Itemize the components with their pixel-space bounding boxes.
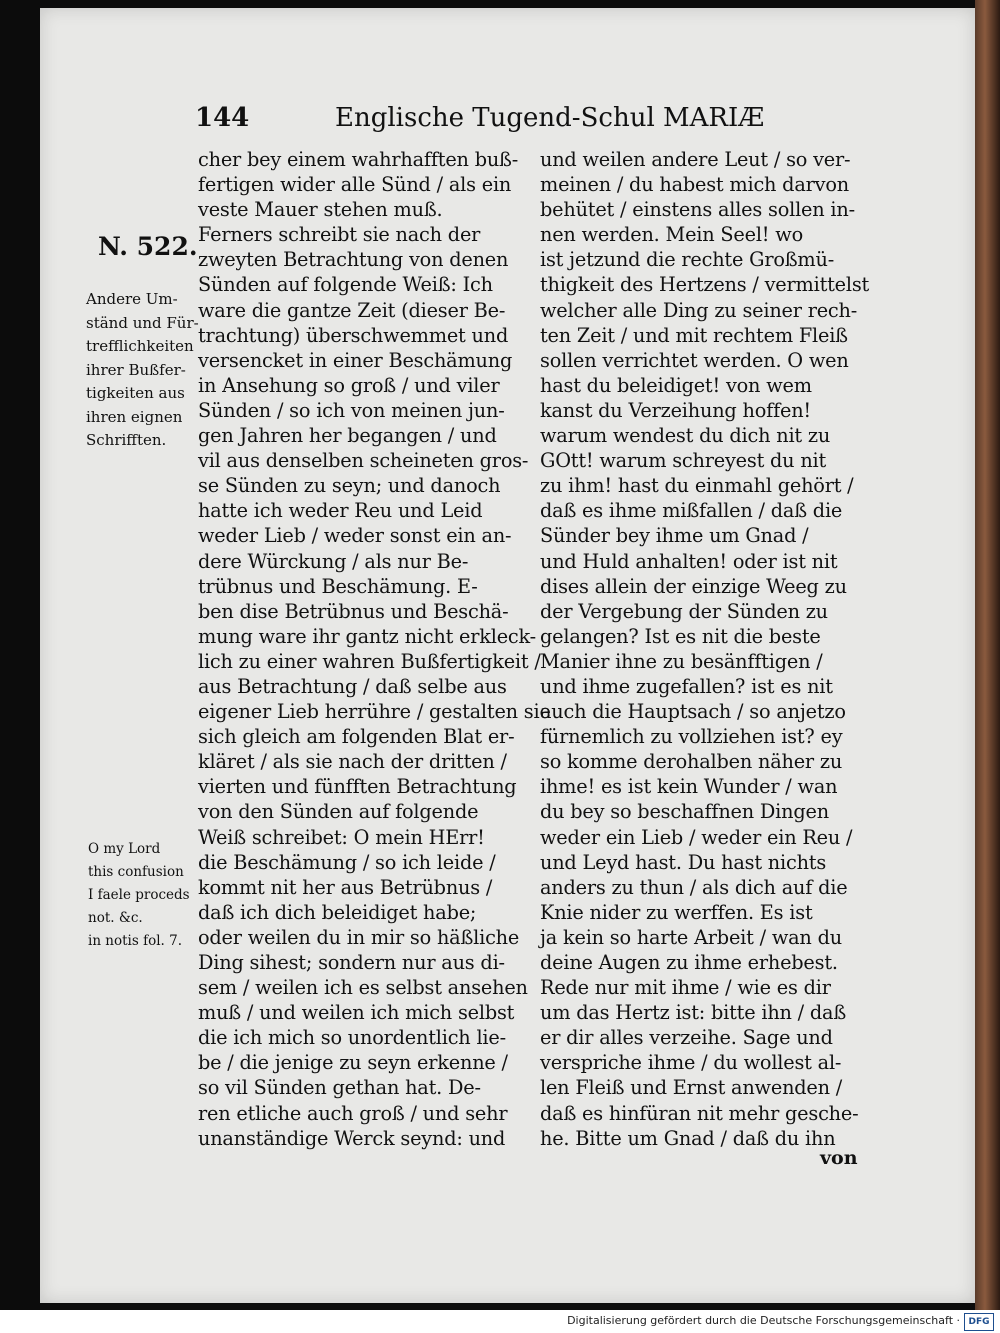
text-line: in Ansehung so groß / und viler [198, 373, 500, 397]
text-line: muß / und weilen ich mich selbst [198, 1001, 515, 1025]
text-line: ja kein so harte Arbeit / wan du [540, 925, 842, 949]
text-line: warum wendest du dich nit zu [540, 424, 831, 448]
margin-note-line: Schrifften. [86, 431, 167, 449]
text-line: Ferners schreibt sie nach der [198, 223, 481, 247]
text-line: kommt nit her aus Betrübnus / [198, 875, 493, 899]
text-line: daß ich dich beleidiget habe; [198, 900, 477, 924]
text-line: len Fleiß und Ernst anwenden / [540, 1076, 843, 1100]
text-line: kanst du Verzeihung hoffen! [540, 398, 811, 422]
text-line: versencket in einer Beschämung [198, 348, 513, 372]
footer-bar [0, 1310, 1000, 1333]
text-line: so komme derohalben näher zu [540, 750, 843, 774]
text-line: auch die Hauptsach / so anjetzo [540, 700, 846, 724]
text-line: dere Würckung / als nur Be- [198, 549, 469, 573]
text-line: kläret / als sie nach der dritten / [198, 750, 507, 774]
text-line: fertigen wider alle Sünd / als ein [198, 173, 512, 197]
text-line: thigkeit des Hertzens / vermittelst [540, 273, 870, 297]
text-line: du bey so beschaffnen Dingen [540, 800, 829, 824]
text-line: trachtung) überschwemmet und [198, 323, 509, 347]
margin-note-line: ständ und Für- [86, 313, 199, 332]
text-line: unanständige Werck seynd: und [198, 1126, 506, 1150]
text-line: zweyten Betrachtung von denen [198, 248, 509, 272]
text-line: daß es ihme mißfallen / daß die [540, 499, 843, 523]
english-note-line: O my Lord [88, 841, 161, 857]
text-line: aus Betrachtung / daß selbe aus [198, 674, 507, 698]
text-line: Ding sihest; sondern nur aus di- [198, 951, 505, 974]
text-column-right [540, 147, 870, 1151]
text-line: mung ware ihr gantz nicht erkleck- [198, 624, 536, 648]
running-title: Englische Tugend-Schul MARIÆ [335, 103, 765, 133]
margin-note-line: ihrer Bußfer- [86, 360, 186, 379]
text-line: ware die gantze Zeit (dieser Be- [198, 298, 506, 322]
text-line: daß es hinfüran nit mehr gesche- [540, 1101, 859, 1125]
text-line: sollen verrichtet werden. O wen [540, 348, 849, 372]
text-line: er dir alles verzeihe. Sage und [540, 1026, 833, 1050]
text-line: dises allein der einzige Weeg zu [540, 574, 847, 598]
text-line: Manier ihne zu besänfftigen / [540, 649, 823, 673]
text-line: behütet / einstens alles sollen in- [540, 198, 855, 222]
text-line: ten Zeit / und mit rechtem Fleiß [540, 323, 848, 347]
text-line: zu ihm! hast du einmahl gehört / [540, 474, 854, 498]
margin-note-line: ihren eignen [86, 407, 183, 426]
margin-note-line: tigkeiten aus [86, 384, 185, 402]
text-line: und ihme zugefallen? ist es nit [540, 674, 833, 698]
text-line: deine Augen zu ihme erhebest. [540, 951, 838, 974]
text-line: hast du beleidiget! von wem [540, 373, 812, 397]
page-number: 144 [195, 103, 250, 133]
text-line: welcher alle Ding zu seiner rech- [540, 298, 858, 322]
running-header [195, 103, 764, 133]
text-line: lich zu einer wahren Bußfertigkeit / [198, 649, 541, 673]
text-line: meinen / du habest mich darvon [540, 173, 849, 197]
text-line: Sünder bey ihme um Gnad / [540, 524, 809, 548]
text-line: GOtt! warum schreyest du nit [540, 449, 827, 473]
text-line: vil aus denselben scheineten gros- [198, 449, 529, 473]
text-line: weder ein Lieb / weder ein Reu / [540, 825, 853, 849]
text-line: nen werden. Mein Seel! wo [540, 223, 803, 247]
english-note-line: this confusion [88, 864, 184, 880]
text-line: der Vergebung der Sünden zu [540, 599, 828, 623]
text-line: be / die jenige zu seyn erkenne / [198, 1051, 508, 1075]
text-line: und weilen andere Leut / so ver- [540, 148, 851, 171]
text-line: ren etliche auch groß / und sehr [198, 1101, 508, 1125]
text-line: oder weilen du in mir so häßliche [198, 925, 520, 949]
text-line: vierten und fünfften Betrachtung [198, 775, 517, 799]
catchword: von [820, 1147, 858, 1169]
text-line: die Beschämung / so ich leide / [198, 850, 496, 874]
text-line: und Huld anhalten! oder ist nit [540, 549, 838, 573]
text-line: trübnus und Beschämung. E- [198, 574, 478, 598]
text-line: verspriche ihme / du wollest al- [540, 1051, 842, 1075]
english-note-line: in notis fol. 7. [88, 933, 182, 949]
text-line: Sünden auf folgende Weiß: Ich [198, 273, 493, 297]
text-line: hatte ich weder Reu und Leid [198, 499, 483, 523]
text-line: veste Mauer stehen muß. [198, 198, 443, 222]
text-line: he. Bitte um Gnad / daß du ihn [540, 1126, 836, 1150]
text-line: Rede nur mit ihme / wie es dir [540, 976, 831, 1000]
english-note-line: not. &c. [88, 910, 143, 926]
text-line: so vil Sünden gethan hat. De- [198, 1076, 481, 1100]
margin-note-line: Andere Um- [86, 290, 178, 308]
text-line: und Leyd hast. Du hast nichts [540, 850, 827, 874]
text-line: Knie nider zu werffen. Es ist [540, 900, 813, 924]
text-line: Sünden / so ich von meinen jun- [198, 398, 505, 422]
text-line: die ich mich so unordentlich lie- [198, 1026, 506, 1050]
text-line: fürnemlich zu vollziehen ist? ey [540, 725, 843, 749]
dfg-logo: DFG [964, 1313, 994, 1331]
text-line: Weiß schreibet: O mein HErr! [198, 825, 485, 849]
english-margin-note [88, 838, 190, 953]
text-line: se Sünden zu seyn; und danoch [198, 474, 501, 498]
text-line: ihme! es ist kein Wunder / wan [540, 775, 838, 799]
text-line: gelangen? Ist es nit die beste [540, 624, 821, 648]
funding-credit: Digitalisierung gefördert durch die Deutsche Forschungsgemeinschaft · [567, 1314, 960, 1327]
text-line: eigener Lieb herrühre / gestalten sie [198, 700, 551, 724]
margin-note [86, 288, 199, 453]
text-line: weder Lieb / weder sonst ein an- [198, 524, 512, 548]
paragraph-number: N. 522. [98, 232, 198, 261]
book-edge [975, 0, 1000, 1310]
english-note-line: I faele proceds [88, 887, 190, 903]
text-line: ist jetzund die rechte Großmü- [540, 248, 835, 272]
text-line: gen Jahren her begangen / und [198, 424, 497, 448]
margin-note-line: trefflichkeiten [86, 337, 194, 355]
text-line: ben dise Betrübnus und Beschä- [198, 599, 509, 623]
text-line: von den Sünden auf folgende [198, 800, 479, 824]
text-column-left [198, 147, 551, 1151]
text-line: sem / weilen ich es selbst ansehen [198, 976, 528, 1000]
text-line: sich gleich am folgenden Blat er- [198, 725, 515, 749]
text-line: anders zu thun / als dich auf die [540, 875, 848, 899]
text-line: cher bey einem wahrhafften buß- [198, 148, 519, 171]
text-line: um das Hertz ist: bitte ihn / daß [540, 1001, 847, 1025]
